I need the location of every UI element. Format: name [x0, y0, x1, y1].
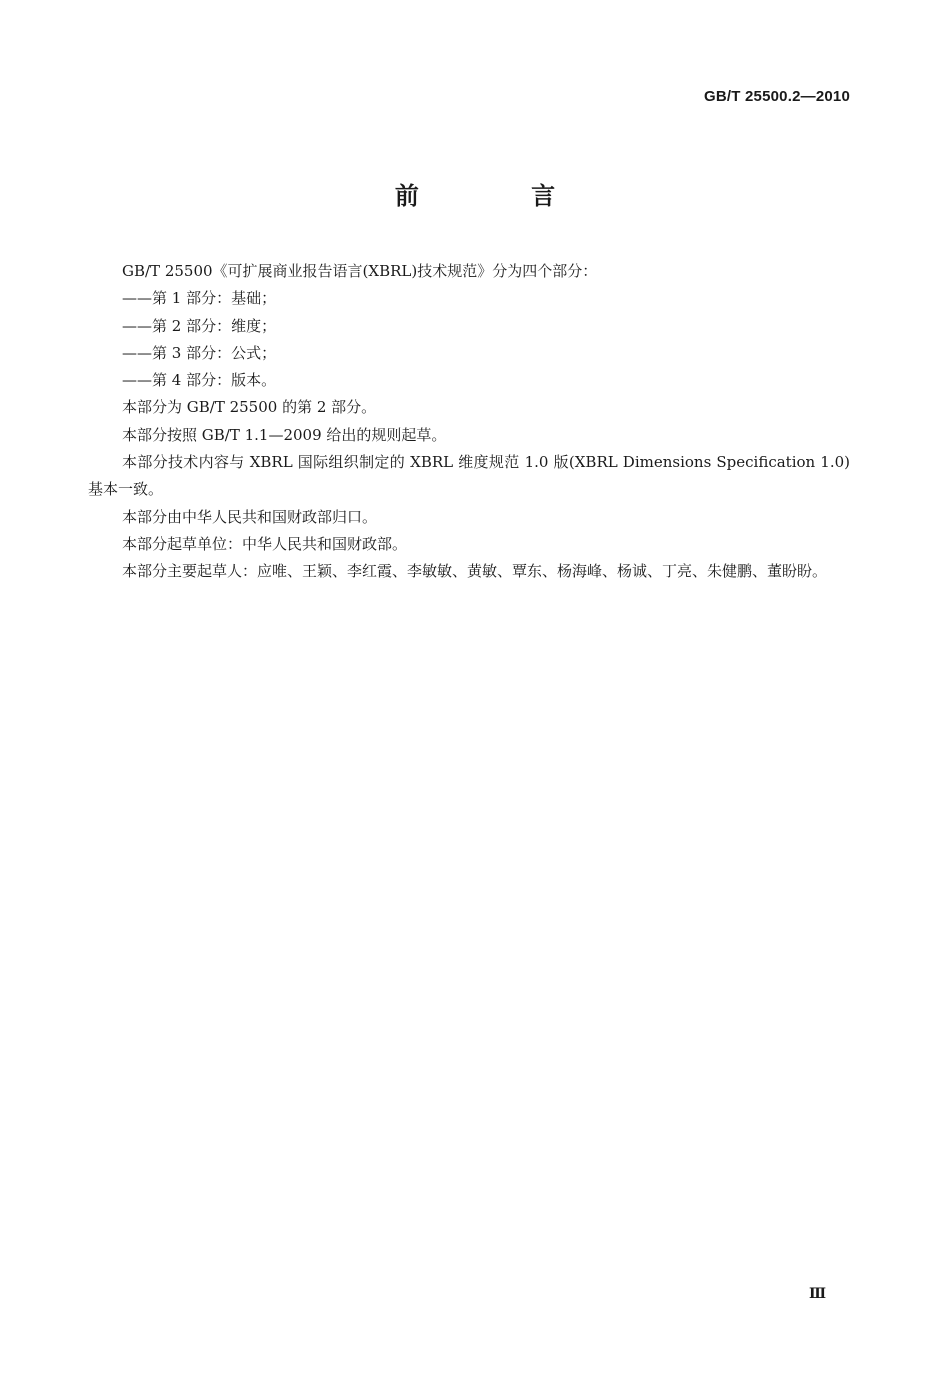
- paragraph-drafting-rules: 本部分按照 GB/T 1.1—2009 给出的规则起草。: [122, 425, 447, 444]
- page-number: Ⅲ: [808, 1286, 826, 1302]
- list-item-part-4: ——第 4 部分：版本。: [122, 371, 277, 390]
- paragraph-technical-content: 本部分技术内容与 XBRL 国际组织制定的 XBRL 维度规范 1.0 版(XBRL Dimensions Specification 1.0)基本一致。: [88, 453, 850, 499]
- page-title: 前 言: [394, 182, 608, 210]
- document-body: [88, 258, 850, 586]
- list-item-part-3: ——第 3 部分：公式；: [122, 343, 277, 362]
- paragraph-scope: 本部分为 GB/T 25500 的第 2 部分。: [122, 398, 377, 417]
- list-item-part-1: ——第 1 部分：基础；: [122, 289, 277, 308]
- paragraph-overview: GB/T 25500《可扩展商业报告语言(XBRL)技术规范》分为四个部分：: [122, 262, 598, 280]
- paragraph-administration: 本部分由中华人民共和国财政部归口。: [122, 507, 378, 526]
- list-item-part-2: ——第 2 部分：维度；: [122, 316, 277, 335]
- paragraph-drafting-unit: 本部分起草单位：中华人民共和国财政部。: [122, 534, 408, 553]
- standard-code: GB/T 25500.2—2010: [704, 88, 850, 105]
- paragraph-drafters: 本部分主要起草人：应唯、王颖、李红霞、李敏敏、黄敏、覃东、杨海峰、杨诚、丁亮、朱健鹏、董盼盼。: [122, 562, 828, 581]
